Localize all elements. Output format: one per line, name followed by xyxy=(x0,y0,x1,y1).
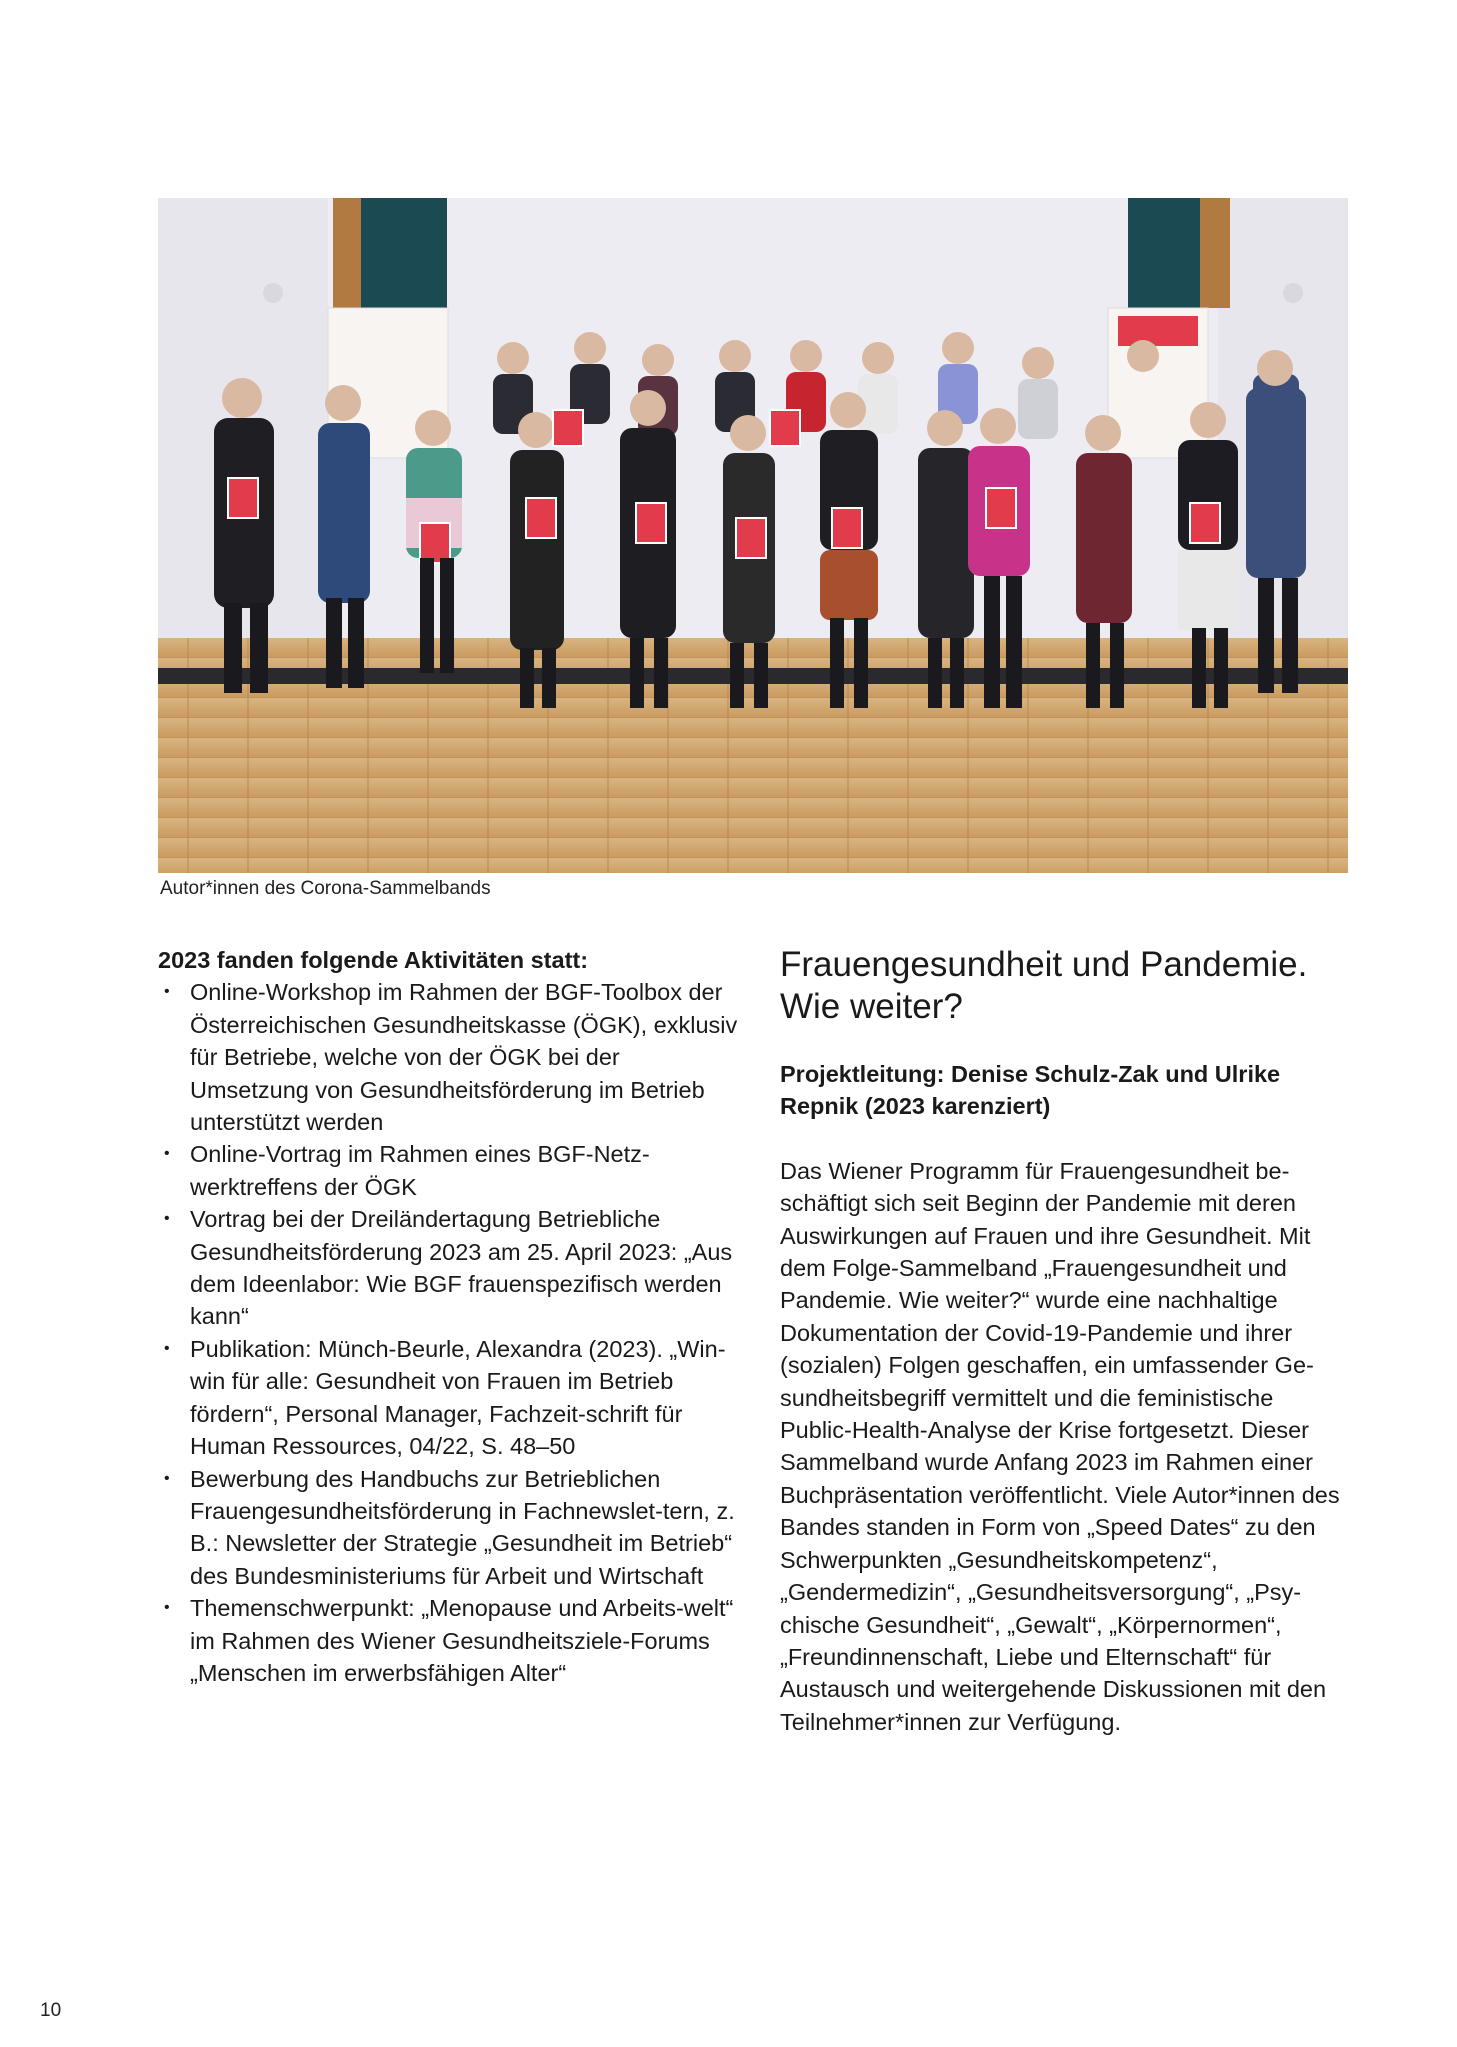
project-column xyxy=(780,944,1345,1738)
bullet: • xyxy=(164,1339,170,1357)
body-text: Das Wiener Programm für Frauengesundheit be-schäftigt sich seit Beginn der Pandemie mit deren Auswirkungen auf Frauen und ihre Gesundheit. Mit dem Folge-Sammelband „Frauengesundheit und Pandemie. Wie weiter?“ wurde eine nachhaltige Dokumentation der Covid-19-Pandemie und ihrer (sozialen) Folgen geschaffen, ein umfassender Ge-sundheitsbegriff vermittelt und die feministische Public-Health-Analyse der Krise fortgesetzt. Dieser Sammelband wurde Anfang 2023 im Rahmen einer Buchpräsentation veröffentlicht. Viele Autor*innen des Bandes standen in Form von „Speed Dates“ zu den Schwerpunkten „Gesundheitskompetenz“, „Gendermedizin“, „Gesundheitsversorgung“, „Psy-chische Gesundheit“, „Gewalt“, „Körpernormen“, „Freundinnenschaft, Liebe und Elternschaft“ für Austausch und weitergehende Diskussionen mit den Teilnehmer*innen zur Verfügung. xyxy=(780,1157,1340,1735)
group-photo xyxy=(158,198,1348,873)
page-number: 10 xyxy=(40,2000,62,2021)
bullet: • xyxy=(164,1469,170,1487)
section-title: Frauengesundheit und Pandemie. Wie weiter? xyxy=(780,945,1308,1026)
bullet: • xyxy=(164,1599,170,1617)
bullet: • xyxy=(164,983,170,1001)
list-item xyxy=(158,1138,738,1203)
bullet: • xyxy=(164,1210,170,1228)
list-item xyxy=(158,1203,738,1333)
project-lead: Projektleitung: Denise Schulz-Zak und Ulrike Repnik (2023 karenziert) xyxy=(780,1061,1281,1120)
list-item xyxy=(158,1333,738,1463)
list-item-text: Vortrag bei der Dreiländertagung Betriebliche Gesundheitsförderung 2023 am 25. April 2023: „Aus dem Ideenlabor: Wie BGF frauenspezifisch werden kann“ xyxy=(190,1206,733,1330)
photo-caption: Autor*innen des Corona-Sammelbands xyxy=(160,878,491,899)
list-item xyxy=(158,1463,738,1593)
list-item-text: Publikation: Münch-Beurle, Alexandra (2023). „Win-win für alle: Gesundheit von Frauen im Betrieb fördern“, Personal Manager, Fachzeit-schrift für Human Ressources, 04/22, S. 48–50 xyxy=(190,1335,726,1460)
list-item xyxy=(158,1592,738,1689)
list-item-text: Themenschwerpunkt: „Menopause und Arbeits-welt“ im Rahmen des Wiener Gesundheitsziele-Forums „Menschen im erwerbsfähigen Alter“ xyxy=(190,1595,734,1686)
list-item-text: Online-Vortrag im Rahmen eines BGF-Netz-werktreffens der ÖGK xyxy=(190,1141,650,1200)
activities-heading: 2023 fanden folgende Aktivitäten statt: xyxy=(158,947,589,973)
activities-list xyxy=(158,976,738,1689)
group-photo-illustration xyxy=(158,198,1348,873)
bullet: • xyxy=(164,1145,170,1163)
list-item-text: Online-Workshop im Rahmen der BGF-Toolbox der Österreichischen Gesundheitskasse (ÖGK), exklusiv für Betriebe, welche von der ÖGK bei der Umsetzung von Gesundheitsförderung im Betrieb unterstützt werden xyxy=(190,979,738,1136)
list-item xyxy=(158,976,738,1138)
activities-column xyxy=(158,944,738,1689)
list-item-text: Bewerbung des Handbuchs zur Betrieblichen Frauengesundheitsförderung in Fachnewslet-tern, z. B.: Newsletter der Strategie „Gesundheit im Betrieb“ des Bundesministeriums für Arbeit und Wirtschaft xyxy=(190,1465,735,1589)
